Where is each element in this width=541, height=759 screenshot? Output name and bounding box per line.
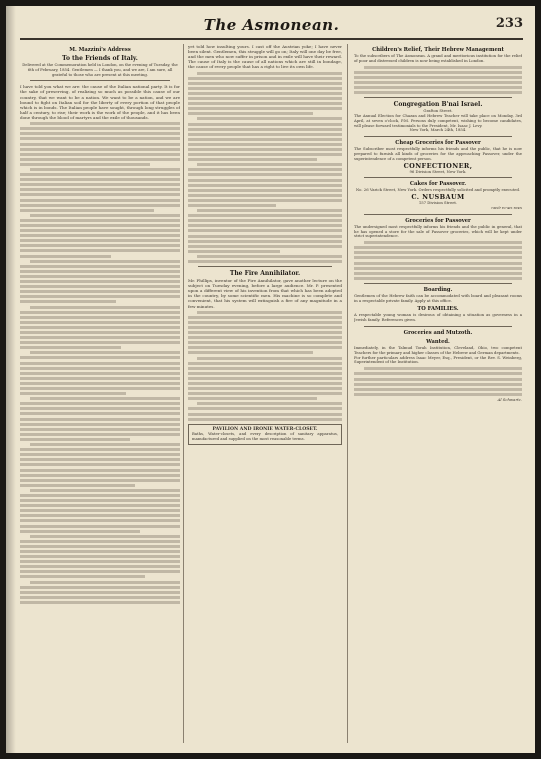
text-line [188, 382, 342, 385]
ad-text-continued [354, 367, 522, 395]
text-line [20, 377, 180, 380]
text-line [188, 413, 342, 416]
ad-title: PAVILION AND IRONIE WATER-CLOSET. [212, 426, 318, 432]
text-line [354, 277, 522, 280]
text-line [188, 199, 342, 202]
text-line [20, 295, 180, 298]
text-line [188, 418, 342, 421]
text-line [20, 555, 180, 558]
text-line [197, 72, 342, 75]
ad-text-groceries-passover: The undersigned most respectfully informs his friends and the public in general, that he has opened a store for the sale of Passover groceries, which will be kept under strict superintendence. [354, 223, 522, 239]
text-line [197, 255, 342, 258]
text-line [188, 392, 342, 395]
advertisement-water-closet [188, 424, 342, 445]
text-line [188, 219, 342, 222]
text-line [20, 346, 121, 349]
text-line [20, 173, 180, 176]
text-line [354, 91, 522, 94]
text-line [20, 356, 180, 359]
ad-heading-cakes: Cakes for Passover. [409, 181, 467, 188]
text-line [20, 336, 180, 339]
text-line [20, 438, 130, 441]
text-line [197, 117, 342, 120]
text-line [20, 514, 180, 517]
ad-heading-families: TO FAMILIES. [417, 306, 459, 313]
text-line [188, 112, 313, 115]
text-line [188, 194, 342, 197]
article-title-fire-annihilator: The Fire Annihilator. [229, 270, 301, 278]
text-line [188, 77, 342, 80]
column-rule-1 [183, 44, 184, 743]
article-body: I have told you what we are: the cause of the Italian national party. It is for the sake of preserving, of realizing so much as possible this cause of our country, that we want to be a nation. We want to be a nation, and we are bound to fight on Italian soil for the liberty of every portion of that people which is in bonds. The Italian people have sought, through long struggles of half a century, to rise; their work is the work of the people, and it has been done through the blood of martyrs and the exile of thousands. [20, 84, 180, 120]
text-line [188, 336, 342, 339]
text-line [30, 397, 180, 400]
text-line [364, 367, 522, 370]
column-1 [20, 44, 180, 743]
text-line [188, 326, 342, 329]
text-line [20, 127, 180, 130]
text-line [20, 178, 180, 181]
text-line [20, 387, 180, 390]
ad-text: Baths, Water-closets, and every description of sanitary apparatus, manufactured and supplied on the most reasonable terms. [192, 431, 338, 442]
text-line [20, 153, 180, 156]
divider [364, 136, 512, 137]
notice-text-continued [354, 66, 522, 94]
text-line [20, 494, 180, 497]
article-title-friends-of-italy: To the Friends of Italy. [62, 55, 138, 62]
text-line [20, 311, 180, 314]
text-line [188, 128, 342, 131]
text-line [354, 388, 522, 391]
text-line [20, 499, 180, 502]
divider [30, 80, 170, 81]
text-line [20, 570, 180, 573]
text-line [188, 260, 342, 263]
text-line [30, 535, 180, 538]
article-heading-mazzini: M. Mazzini's Address [69, 47, 131, 53]
text-line [188, 92, 342, 95]
text-line [20, 565, 180, 568]
text-line [20, 525, 180, 528]
ad-heading-cheap-groceries: Cheap Groceries for Passover [395, 140, 481, 147]
ad-text-families: A respectable young woman is desirous of obtaining a situation as governess in a Jewish family. References given. [354, 312, 522, 323]
text-line [20, 321, 180, 324]
text-line [188, 245, 342, 248]
text-line [20, 428, 180, 431]
ad-text-boarding: Gentlemen of the Hebrew faith can be accommodated with board and pleasant rooms in a respectable private family. Apply at this office. [354, 292, 522, 303]
text-line [188, 407, 342, 410]
text-line [30, 306, 180, 309]
text-line [197, 402, 342, 405]
text-line [20, 484, 135, 487]
ad-signature: Al Schwartz. [497, 396, 522, 402]
text-line [20, 458, 180, 461]
text-line [20, 601, 180, 604]
text-line [20, 275, 180, 278]
text-line [20, 331, 180, 334]
notice-text-children: To the subscribers of The Asmonean. A grand and meritorious institution for the relief of poor and distressed children is now being established in London. [354, 53, 522, 63]
text-line [354, 71, 522, 74]
text-line [20, 249, 180, 252]
masthead [20, 14, 523, 40]
text-line [20, 341, 180, 344]
text-line [20, 193, 180, 196]
text-line [188, 372, 342, 375]
text-line [188, 123, 342, 126]
text-line [20, 550, 180, 553]
text-line [20, 234, 180, 237]
text-line [20, 412, 180, 415]
column-2 [188, 44, 342, 743]
text-line [20, 199, 180, 202]
text-line [20, 229, 180, 232]
text-line [30, 443, 180, 446]
text-line [20, 158, 180, 161]
text-line [20, 188, 180, 191]
text-line [20, 326, 180, 329]
text-line [188, 173, 342, 176]
text-line [354, 378, 522, 381]
ad-heading-boarding: Boarding. [423, 286, 453, 293]
text-line [20, 137, 180, 140]
text-line [20, 362, 180, 365]
text-line [20, 509, 180, 512]
text-line [20, 474, 180, 477]
text-line [188, 153, 342, 156]
text-line [188, 229, 342, 232]
text-line [20, 372, 180, 375]
ad-name-nussbaum: C. NUSBAUM [411, 193, 465, 202]
text-line [20, 463, 180, 466]
divider [364, 214, 512, 215]
text-line [354, 76, 522, 79]
text-line [354, 251, 522, 254]
ad-text-closing: For further particulars address Isaac Meyer, Esq., President, or the Rev. S. Weinberg, Superintendent of the Institution. [354, 354, 522, 365]
page-title: The Asmonean. [203, 16, 340, 34]
text-line [20, 469, 180, 472]
ad-text-cheap-groceries: The Subscriber most respectfully informs his friends and the public, that he is now prepared to furnish all kinds of groceries for the approaching Passover, under the superintendence of a competent person. [354, 146, 522, 161]
article-continuation: yet told how insulting yours. I cast off the Austrian yoke; I have never been silent. Gentlemen, this struggle will go on; Italy will one day be free, and the men who now suffer in prison and in exile will have their reward. The cause of Italy is the cause of all nations which are still in bondage, the cause of every people that has a right to live its own life. [188, 44, 342, 70]
text-line [188, 240, 342, 243]
text-line [188, 397, 317, 400]
text-line [20, 407, 180, 410]
text-line [20, 392, 126, 395]
text-line [188, 158, 317, 161]
text-line [30, 168, 180, 171]
text-line [197, 311, 342, 314]
text-line [188, 377, 342, 380]
ad-text-continued [354, 241, 522, 280]
text-line [20, 418, 180, 421]
divider [198, 266, 332, 267]
fire-article-body: Mr. Phillips, inventor of the Fire Annihilator, gave another lecture on the subject on Tuesday evening, before a large audience. Mr. P. presented upon a different view of his invention from that which has been adopted in the country, by some scientific men. His machine is so complete and convenient, that his system will extinguish a fire of any magnitude in a few minutes. [188, 278, 342, 309]
text-line [188, 204, 276, 207]
text-line [188, 143, 342, 146]
text-line [20, 204, 180, 207]
text-line [20, 219, 180, 222]
text-line [20, 530, 140, 533]
ad-text-confectioner: 96 Division Street, New York. [409, 168, 467, 174]
text-line [30, 122, 180, 125]
ad-address-nussbaum: 157 Division Street. [418, 200, 458, 206]
text-line [20, 591, 180, 594]
text-line [20, 382, 180, 385]
text-line [20, 244, 180, 247]
notice-heading-congregation: Congregation B'nai Israel. [393, 101, 483, 109]
text-line [188, 250, 280, 253]
text-line [20, 519, 180, 522]
text-line [20, 280, 180, 283]
article-intro: Delivered at the Commemoration held in London, on the evening of Tuesday, the 6th of February, 1854. Gentlemen — I thank you, and we are, I am sure, all grateful to those who are present at this meeting. [22, 62, 178, 77]
text-line [20, 270, 180, 273]
text-line [188, 189, 342, 192]
text-line [20, 540, 180, 543]
text-line [188, 331, 342, 334]
text-line [20, 560, 180, 563]
text-line [20, 209, 154, 212]
text-line [188, 362, 342, 365]
text-line [188, 148, 342, 151]
text-line [20, 255, 111, 258]
notice-heading-children: Children's Relief, Their Hebrew Management [372, 47, 504, 53]
text-line [20, 453, 180, 456]
text-line [30, 581, 180, 584]
text-line [20, 143, 180, 146]
text-line [20, 148, 180, 151]
text-line [188, 316, 342, 319]
text-line [364, 66, 522, 69]
binding-shadow [6, 6, 16, 753]
text-line [188, 321, 342, 324]
text-line [197, 163, 342, 166]
text-line [354, 262, 522, 265]
text-line [20, 479, 180, 482]
text-line [188, 97, 342, 100]
text-line [188, 367, 342, 370]
ad-text-wanted: Immediately, in the Talmud Torah Institution, Cleveland, Ohio, two competent Teachers for the primary and higher classes of the Hebrew and German departments. [354, 345, 522, 355]
text-line [20, 132, 180, 135]
text-line [188, 168, 342, 171]
newspaper-page [6, 6, 535, 753]
text-line [20, 402, 180, 405]
text-line [188, 102, 342, 105]
text-line [20, 300, 116, 303]
notice-text-congregation: The Annual Election for Chazan and Hebrew Teacher will take place on Monday, 3rd April, at seven o'clock, P.M. Persons duly competent, wishing to become candidates, will please forward testimonials to the President, Mr. Isaac J. Levy. [354, 112, 522, 128]
column-rule-2 [347, 44, 348, 743]
text-line [20, 316, 180, 319]
divider [364, 177, 512, 178]
text-line [354, 393, 522, 396]
divider [364, 283, 512, 284]
text-line [354, 383, 522, 386]
text-line [354, 372, 522, 375]
ad-heading-wanted: Wanted. [426, 339, 450, 346]
text-line [354, 86, 522, 89]
column-3 [354, 44, 522, 743]
text-line [20, 586, 180, 589]
text-line [188, 351, 313, 354]
text-line [354, 267, 522, 270]
text-line [20, 290, 180, 293]
ad-heading-groceries-mutzoth: Groceries and Mutzoth. [403, 330, 473, 337]
text-line [188, 133, 342, 136]
text-line [20, 504, 180, 507]
ad-text-cakes: No. 26 Varick Street, New York. Orders respectfully solicited and promptly executed. [355, 187, 521, 193]
text-line [188, 387, 342, 390]
notice-subheading-congregation: Grafton Street. [423, 108, 453, 114]
text-line [188, 214, 342, 217]
text-line [20, 285, 180, 288]
divider [364, 97, 512, 98]
article-text-continued [188, 311, 342, 421]
text-line [188, 184, 342, 187]
text-line [188, 179, 342, 182]
text-line [20, 545, 180, 548]
text-line [20, 265, 180, 268]
text-line [188, 341, 342, 344]
text-line [197, 357, 342, 360]
text-line [20, 433, 180, 436]
text-line [188, 224, 342, 227]
divider [364, 326, 512, 327]
text-line [354, 246, 522, 249]
text-line [20, 448, 180, 451]
text-line [188, 82, 342, 85]
text-line [20, 575, 145, 578]
article-text-continued [20, 122, 180, 604]
text-line [30, 260, 180, 263]
text-line [20, 239, 180, 242]
text-line [354, 81, 522, 84]
hebrew-text-line: מצות כשרות לפסח [491, 204, 522, 210]
text-line [20, 367, 180, 370]
text-line [30, 214, 180, 217]
ad-heading-groceries-passover: Groceries for Passover [405, 217, 471, 224]
text-line [20, 163, 150, 166]
text-line [20, 423, 180, 426]
text-line [20, 224, 180, 227]
text-line [197, 209, 342, 212]
text-line [20, 183, 180, 186]
article-text-continued [188, 72, 342, 263]
text-line [30, 489, 180, 492]
text-line [188, 87, 342, 90]
text-line [364, 241, 522, 244]
text-line [188, 138, 342, 141]
page-number: 233 [495, 16, 523, 31]
text-line [354, 272, 522, 275]
text-line [188, 346, 342, 349]
text-line [354, 256, 522, 259]
notice-dateline: New York, March 24th, 1854. [409, 127, 467, 133]
text-line [30, 351, 180, 354]
ad-heading-confectioner: CONFECTIONER, [403, 161, 473, 170]
text-line [188, 107, 342, 110]
text-line [188, 235, 342, 238]
text-line [20, 596, 180, 599]
